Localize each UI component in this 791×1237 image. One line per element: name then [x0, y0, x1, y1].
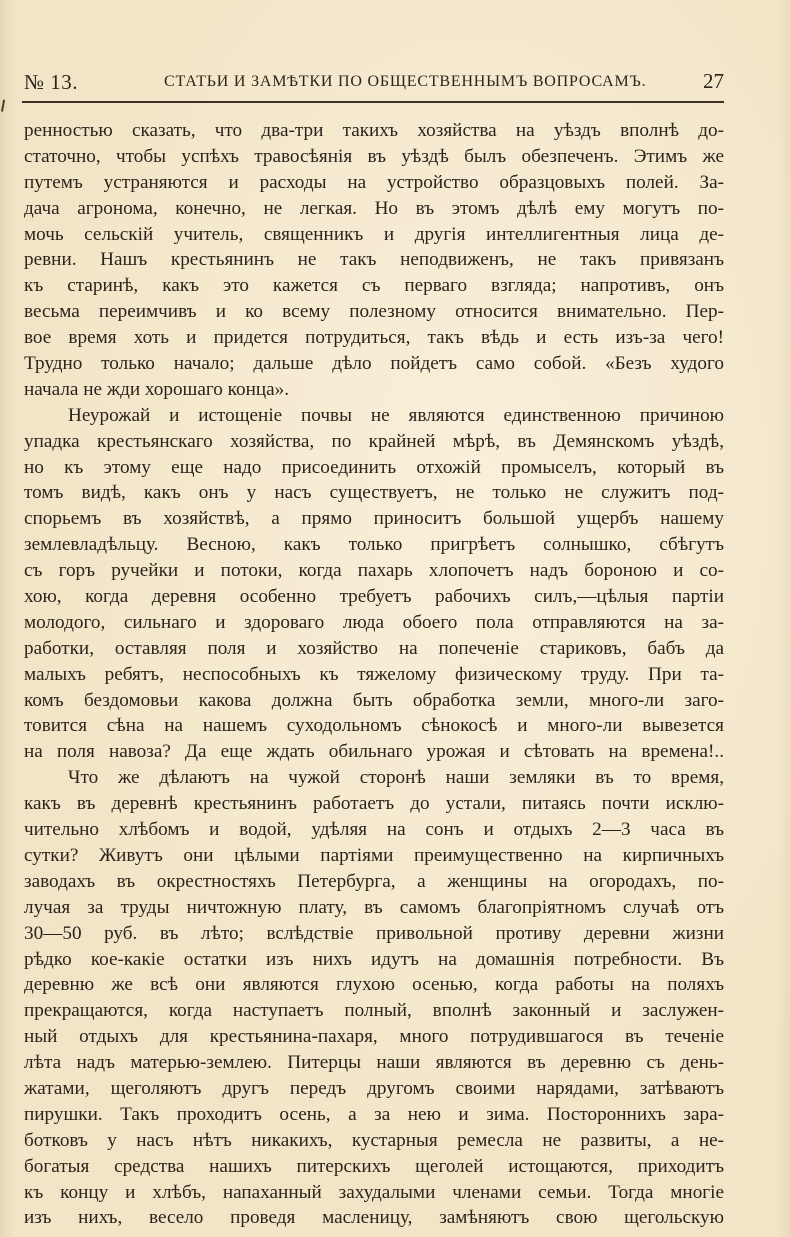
text-line: молодого, сильнаго и здороваго люда обоего пола отправляются на за-	[24, 611, 724, 633]
text-line: Трудно только начало; дальше дѣло пойдетъ само собой. «Безъ худого	[24, 353, 724, 375]
text-line: къ концу и хлѣбъ, напаханный захудалыми членами семьи. Тогда многіе	[24, 1181, 724, 1203]
text-line: работки, оставляя поля и хозяйство на попеченіе стариковъ, бабъ да	[24, 637, 724, 659]
text-line: дача агронома, конечно, не легкая. Но въ этомъ дѣлѣ ему могутъ по-	[24, 197, 724, 219]
text-line: путемъ устраняются и расходы на устройство образцовыхъ полей. За-	[24, 171, 724, 193]
page-number: 27	[703, 69, 724, 93]
text-line: мочь сельскій учитель, священникъ и другія интеллигентныя лица де-	[24, 223, 724, 245]
text-line: лѣта надъ матерью-землею. Питерцы наши являются въ деревню съ день-	[24, 1052, 724, 1074]
text-line: сутки? Живутъ они цѣлыми партіями преимущественно на кирпичныхъ	[24, 844, 724, 866]
text-line: вое время хоть и придется потрудиться, такъ вѣдь и есть изъ-за чего!	[24, 327, 724, 349]
body-text	[24, 118, 724, 1231]
text-line: комъ бездомовьи какова должна быть обработка земли, много-ли заго-	[24, 689, 724, 711]
text-line: статочно, чтобы успѣхъ травосѣянія въ уѣздѣ былъ обезпеченъ. Этимъ же	[24, 145, 724, 167]
text-line: томъ видѣ, какъ онъ у насъ существуетъ, не только не служитъ под-	[24, 482, 724, 504]
running-header	[24, 64, 724, 98]
text-line: съ горъ ручейки и потоки, когда пахарь хлопочетъ надъ бороною и со-	[24, 560, 724, 582]
margin-pencil-mark	[1, 100, 9, 113]
text-line: жатами, щеголяютъ другъ передъ другомъ своими нарядами, затѣваютъ	[24, 1077, 724, 1099]
text-line: рѣдко кое-какіе остатки изъ нихъ идутъ на домашнія потребности. Въ	[24, 948, 724, 970]
text-line: ный отдыхъ для крестьянина-пахаря, много потрудившагося въ теченіе	[24, 1026, 724, 1048]
text-line: но къ этому еще надо присоединить отхожій промыселъ, который въ	[24, 456, 724, 478]
text-line: ренностью сказать, что два-три такихъ хозяйства на уѣздъ вполнѣ до-	[24, 120, 724, 141]
text-line: Что же дѣлаютъ на чужой сторонѣ наши земляки въ то время,	[68, 767, 724, 789]
text-line: 30—50 руб. въ лѣто; вслѣдствіе привольной противу деревни жизни	[24, 922, 724, 944]
text-line: лучая за труды ничтожную плату, въ самомъ благопріятномъ случаѣ отъ	[24, 896, 724, 918]
text-line: хою, когда деревня особенно требуетъ рабочихъ силъ,—цѣлыя партіи	[24, 586, 724, 608]
text-line: деревню же всѣ они являются глухою осенью, когда работы на поляхъ	[24, 974, 724, 996]
section-title: СТАТЬИ И ЗАМѢТКИ ПО ОБЩЕСТВЕННЫМЪ ВОПРОСАМЪ.	[164, 73, 647, 90]
text-line: Неурожай и истощеніе почвы не являются единственною причиною	[68, 404, 724, 426]
text-line: ботковъ у насъ нѣтъ никакихъ, кустарныя ремесла не развиты, а не-	[24, 1129, 724, 1151]
text-line: спорьемъ въ хозяйствѣ, а прямо приноситъ большой ущербъ нашему	[24, 508, 724, 530]
text-line: весьма переимчивъ и ко всему полезному относится внимательно. Пер-	[24, 301, 724, 323]
text-line: изъ нихъ, весело проведя масленицу, замѣняютъ свою щегольскую	[24, 1207, 724, 1229]
text-line: пирушки. Такъ проходитъ осень, а за нею и зима. Постороннихъ зара-	[24, 1103, 724, 1125]
text-line: заводахъ въ окрестностяхъ Петербурга, а женщины на огородахъ, по-	[24, 870, 724, 892]
text-line: землевладѣльцу. Весною, какъ только пригрѣетъ солнышко, сбѣгутъ	[24, 534, 724, 556]
text-line: на поля навоза? Да еще ждать обильнаго урожая и сѣтовать на времена!..	[24, 741, 724, 763]
issue-number: № 13.	[24, 70, 79, 94]
text-line: прекращаются, когда наступаетъ полный, вполнѣ законный и заслужен-	[24, 1000, 724, 1022]
text-line: начала не жди хорошаго конца».	[24, 378, 290, 400]
text-line: упадка крестьянскаго хозяйства, по крайней мѣрѣ, въ Демянскомъ уѣздѣ,	[24, 430, 724, 452]
text-line: чительно хлѣбомъ и водой, удѣляя на сонъ и отдыхъ 2—3 часа въ	[24, 819, 724, 841]
text-line: къ старинѣ, какъ это кажется съ перваго взгляда; напротивъ, онъ	[24, 275, 724, 297]
header-rule	[22, 101, 724, 103]
text-line: какъ въ деревнѣ крестьянинъ работаетъ до устали, питаясь почти исклю-	[24, 793, 724, 815]
text-line: ревни. Нашъ крестьянинъ не такъ неподвиженъ, не такъ привязанъ	[24, 249, 724, 271]
text-line: богатыя средства нашихъ питерскихъ щеголей истощаются, приходитъ	[24, 1155, 724, 1177]
text-line: товится сѣна на нашемъ суходольномъ сѣнокосѣ и много-ли вывезется	[24, 715, 724, 737]
text-line: малыхъ ребятъ, неспособныхъ къ тяжелому физическому труду. При та-	[24, 663, 724, 685]
